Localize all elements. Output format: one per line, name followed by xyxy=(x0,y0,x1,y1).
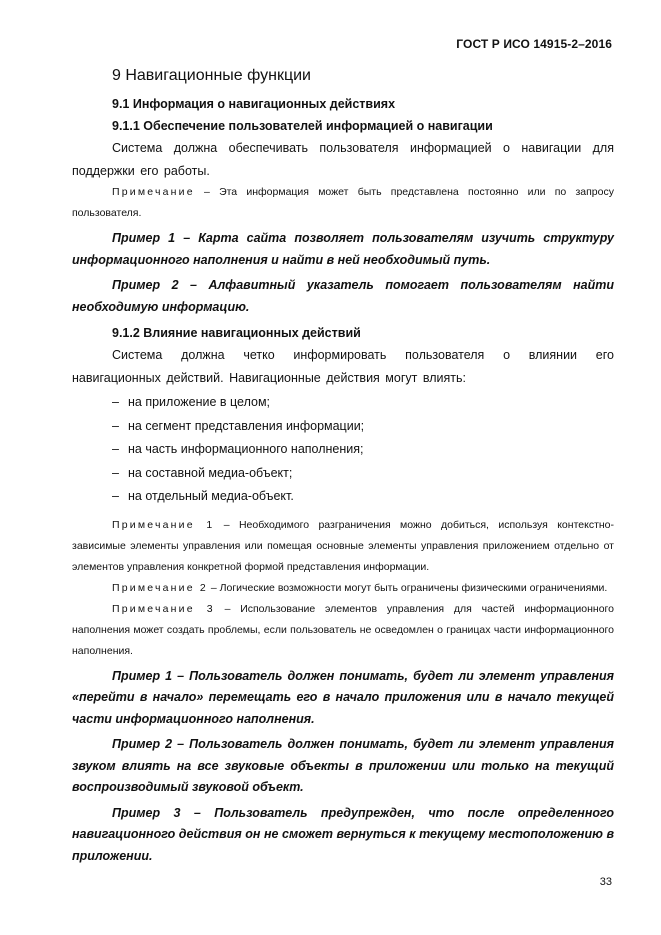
example-no-return: Пример 3 – Пользователь предупрежден, что после определенного навигационного действия он не сможет вернуться к текущему местоположению в приложении. xyxy=(72,805,614,863)
paragraph-9-1-1: Система должна обеспечивать пользователя информацией о навигации для поддержки его работы. xyxy=(72,141,614,178)
note-text: – Логические возможности могут быть ограничены физическими ограничениями. xyxy=(207,581,608,594)
list-item: – на составной медиа-объект; xyxy=(72,462,614,486)
list-dash: – xyxy=(112,465,119,480)
list-dash: – xyxy=(112,489,119,503)
note-label: Примечание 3 xyxy=(112,602,215,615)
note-text: – Использование элементов управления для частей информационного наполнения может создать проблемы, если пользователь не осведомлен о границах части информационного наполнения. xyxy=(72,602,614,657)
list-item: – на часть информационного наполнения; xyxy=(72,438,614,462)
list-item: – на сегмент представления информации; xyxy=(72,415,614,439)
page-content xyxy=(72,63,614,867)
paragraph-9-1-2: Система должна четко информировать пользователя о влиянии его навигационных действий. Навигационные действия могут влиять: xyxy=(72,348,614,385)
list-dash: – xyxy=(112,418,119,433)
note-1 xyxy=(72,515,614,578)
note-text: – Необходимого разграничения можно добиться, используя контекстно-зависимые элементы управления или помещая основные элементы управления приложением отдельно от элементов управления конкретной формой представления информации. xyxy=(72,518,615,573)
subsection-9-1-2-title: 9.1.2 Влияние навигационных действий xyxy=(112,326,361,340)
note-9-1-1 xyxy=(72,182,614,224)
example-sound-control: Пример 2 – Пользователь должен понимать, будет ли элемент управления звуком влиять на все звуковые объекты в приложении или только на текущий воспроизводимый звуковой объект. xyxy=(72,737,614,794)
note-label: Примечание xyxy=(112,186,195,198)
list-item: – на отдельный медиа-объект. xyxy=(72,485,614,509)
impact-list xyxy=(72,391,614,509)
section-title: 9 Навигационные функции xyxy=(112,67,311,84)
note-2 xyxy=(72,578,614,599)
note-3 xyxy=(72,599,614,662)
subsection-9-1-1-title: 9.1.1 Обеспечение пользователей информацией о навигации xyxy=(112,119,493,133)
example-sitemap: Пример 1 – Карта сайта позволяет пользователям изучить структуру информационного наполнения и найти в ней необходимый путь. xyxy=(72,231,614,267)
page-number: 33 xyxy=(599,876,612,888)
note-label: Примечание 2 xyxy=(112,581,208,594)
list-dash: – xyxy=(112,395,119,409)
list-item: – на приложение в целом; xyxy=(72,391,614,415)
standard-header: ГОСТ Р ИСО 14915-2–2016 xyxy=(456,37,612,51)
subsection-9-1-title: 9.1 Информация о навигационных действиях xyxy=(112,97,396,111)
note-label: Примечание 1 xyxy=(112,518,215,531)
example-index: Пример 2 – Алфавитный указатель помогает пользователям найти необходимую информацию. xyxy=(72,278,614,314)
note-text: – Эта информация может быть представлена постоянно или по запросу пользователя. xyxy=(72,186,614,219)
list-dash: – xyxy=(112,442,119,456)
example-go-to-start: Пример 1 – Пользователь должен понимать, будет ли элемент управления «перейти в начало» перемещать его в начало приложения или в начало текущей части информационного наполнения. xyxy=(72,668,614,726)
